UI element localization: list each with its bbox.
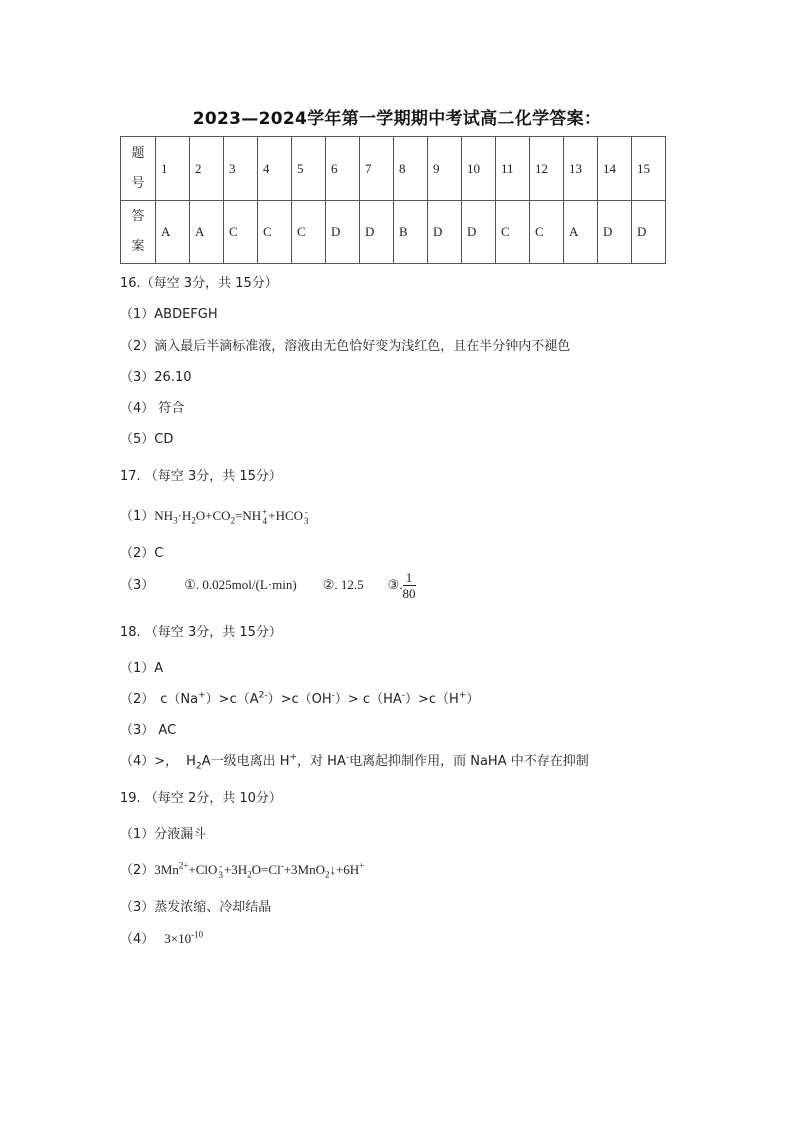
number-cell: 3 bbox=[224, 137, 258, 201]
q17-heading: 17. （每空 3分，共 15分） bbox=[120, 469, 282, 484]
q19-answer-1: （1）分液漏斗 bbox=[120, 827, 207, 842]
answer-cell: D bbox=[360, 201, 394, 264]
q18-explanation: $H_2A$一级电离出 H+，对 HA-电离起抑制作用，而 NaHA 中不存在抑制 bbox=[186, 752, 589, 772]
number-cell: 4 bbox=[258, 137, 292, 201]
q17-value: ②. 12.5 bbox=[322, 577, 364, 592]
answer-label: （4）>， bbox=[120, 754, 179, 769]
q16-answer-4: （4） 符合 bbox=[120, 401, 185, 416]
number-cell: 8 bbox=[394, 137, 428, 201]
q18-answer-1: （1）A bbox=[120, 661, 164, 676]
number-cell: 13 bbox=[564, 137, 598, 201]
number-cell: 11 bbox=[496, 137, 530, 201]
answer-label: （2） bbox=[120, 692, 155, 707]
number-cell: 6 bbox=[326, 137, 360, 201]
answer-cell: D bbox=[632, 201, 666, 264]
number-cell: 10 bbox=[462, 137, 496, 201]
q16-answer-1: （1）ABDEFGH bbox=[120, 307, 218, 322]
number-cell: 14 bbox=[598, 137, 632, 201]
q19-answer-3: （3）蒸发浓缩、冷却结晶 bbox=[120, 900, 272, 915]
page-title: 2023—2024学年第一学期期中考试高二化学答案： bbox=[192, 109, 602, 129]
number-cell: 15 bbox=[632, 137, 666, 201]
number-cell: 2 bbox=[190, 137, 224, 201]
q17-fraction bbox=[403, 570, 416, 601]
q16-answer-5: （5）CD bbox=[120, 432, 174, 447]
answer-cell: C bbox=[258, 201, 292, 264]
q19-heading: 19. （每空 2分，共 10分） bbox=[120, 791, 282, 806]
header-cell-answer bbox=[121, 201, 156, 264]
answer-cell: A bbox=[564, 201, 598, 264]
number-cell: 12 bbox=[530, 137, 564, 201]
header-char: 号 bbox=[131, 175, 145, 191]
q19-value: $3\times 10^{-10}$ bbox=[164, 929, 204, 946]
q17-answer-2: （2）C bbox=[120, 546, 164, 561]
q18-heading: 18. （每空 3分，共 15分） bbox=[120, 625, 282, 640]
answer-cell: D bbox=[598, 201, 632, 264]
answer-cell: D bbox=[428, 201, 462, 264]
q17-fraction-label: ③. bbox=[387, 577, 403, 592]
q19-equation: $3Mn^{2+}+ClO$ - 3 $+3H_2O=Cl^-+3MnO_2↓+6H^+$ bbox=[154, 860, 365, 881]
q16-answer-3: （3）26.10 bbox=[120, 370, 192, 385]
header-char: 题 bbox=[131, 145, 145, 161]
number-cell: 7 bbox=[360, 137, 394, 201]
fraction-numerator: 1 bbox=[403, 570, 416, 586]
answer-cell: C bbox=[496, 201, 530, 264]
answer-table bbox=[120, 136, 666, 264]
table-row-answers bbox=[121, 201, 666, 264]
answer-label: （4） bbox=[120, 932, 155, 947]
answer-label: （1） bbox=[120, 509, 155, 524]
table-row-numbers bbox=[121, 137, 666, 201]
q18-answer-2 bbox=[120, 688, 479, 707]
q19-answer-4 bbox=[120, 928, 203, 947]
number-cell: 9 bbox=[428, 137, 462, 201]
answer-cell: B bbox=[394, 201, 428, 264]
q18-answer-3: （3） AC bbox=[120, 723, 177, 738]
q17-rate: ①. 0.025mol/(L·min) bbox=[184, 577, 297, 592]
header-char: 案 bbox=[131, 239, 145, 254]
answer-cell: A bbox=[190, 201, 224, 264]
answer-cell: D bbox=[462, 201, 496, 264]
header-char: 答 bbox=[131, 209, 145, 224]
q18-inequality: $c(Na^+)>c(A^{2-})>c(OH^-)> c(HA^-)>c(H^+)$ bbox=[160, 690, 480, 707]
q17-answer-1 bbox=[120, 505, 310, 526]
answer-label: （2） bbox=[120, 863, 155, 878]
fraction-denominator: 80 bbox=[402, 586, 416, 601]
answer-cell: D bbox=[326, 201, 360, 264]
number-cell: 1 bbox=[156, 137, 190, 201]
answer-label: （3） bbox=[120, 578, 155, 593]
answer-cell: C bbox=[292, 201, 326, 264]
answer-cell: C bbox=[224, 201, 258, 264]
q17-answer-3 bbox=[120, 570, 416, 601]
number-cell: 5 bbox=[292, 137, 326, 201]
q16-heading: 16.（每空 3分，共 15分） bbox=[120, 276, 278, 291]
q18-answer-4 bbox=[120, 750, 589, 772]
q17-equation: $NH_3\cdot H_2O+CO_2=NH$ + 4 +HCO - 3 bbox=[154, 507, 309, 527]
answer-cell: A bbox=[156, 201, 190, 264]
q19-answer-2 bbox=[120, 859, 364, 880]
q16-answer-2: （2）滴入最后半滴标准液，溶液由无色恰好变为浅红色，且在半分钟内不褪色 bbox=[120, 339, 571, 354]
header-cell-number bbox=[121, 137, 156, 201]
answer-cell: C bbox=[530, 201, 564, 264]
